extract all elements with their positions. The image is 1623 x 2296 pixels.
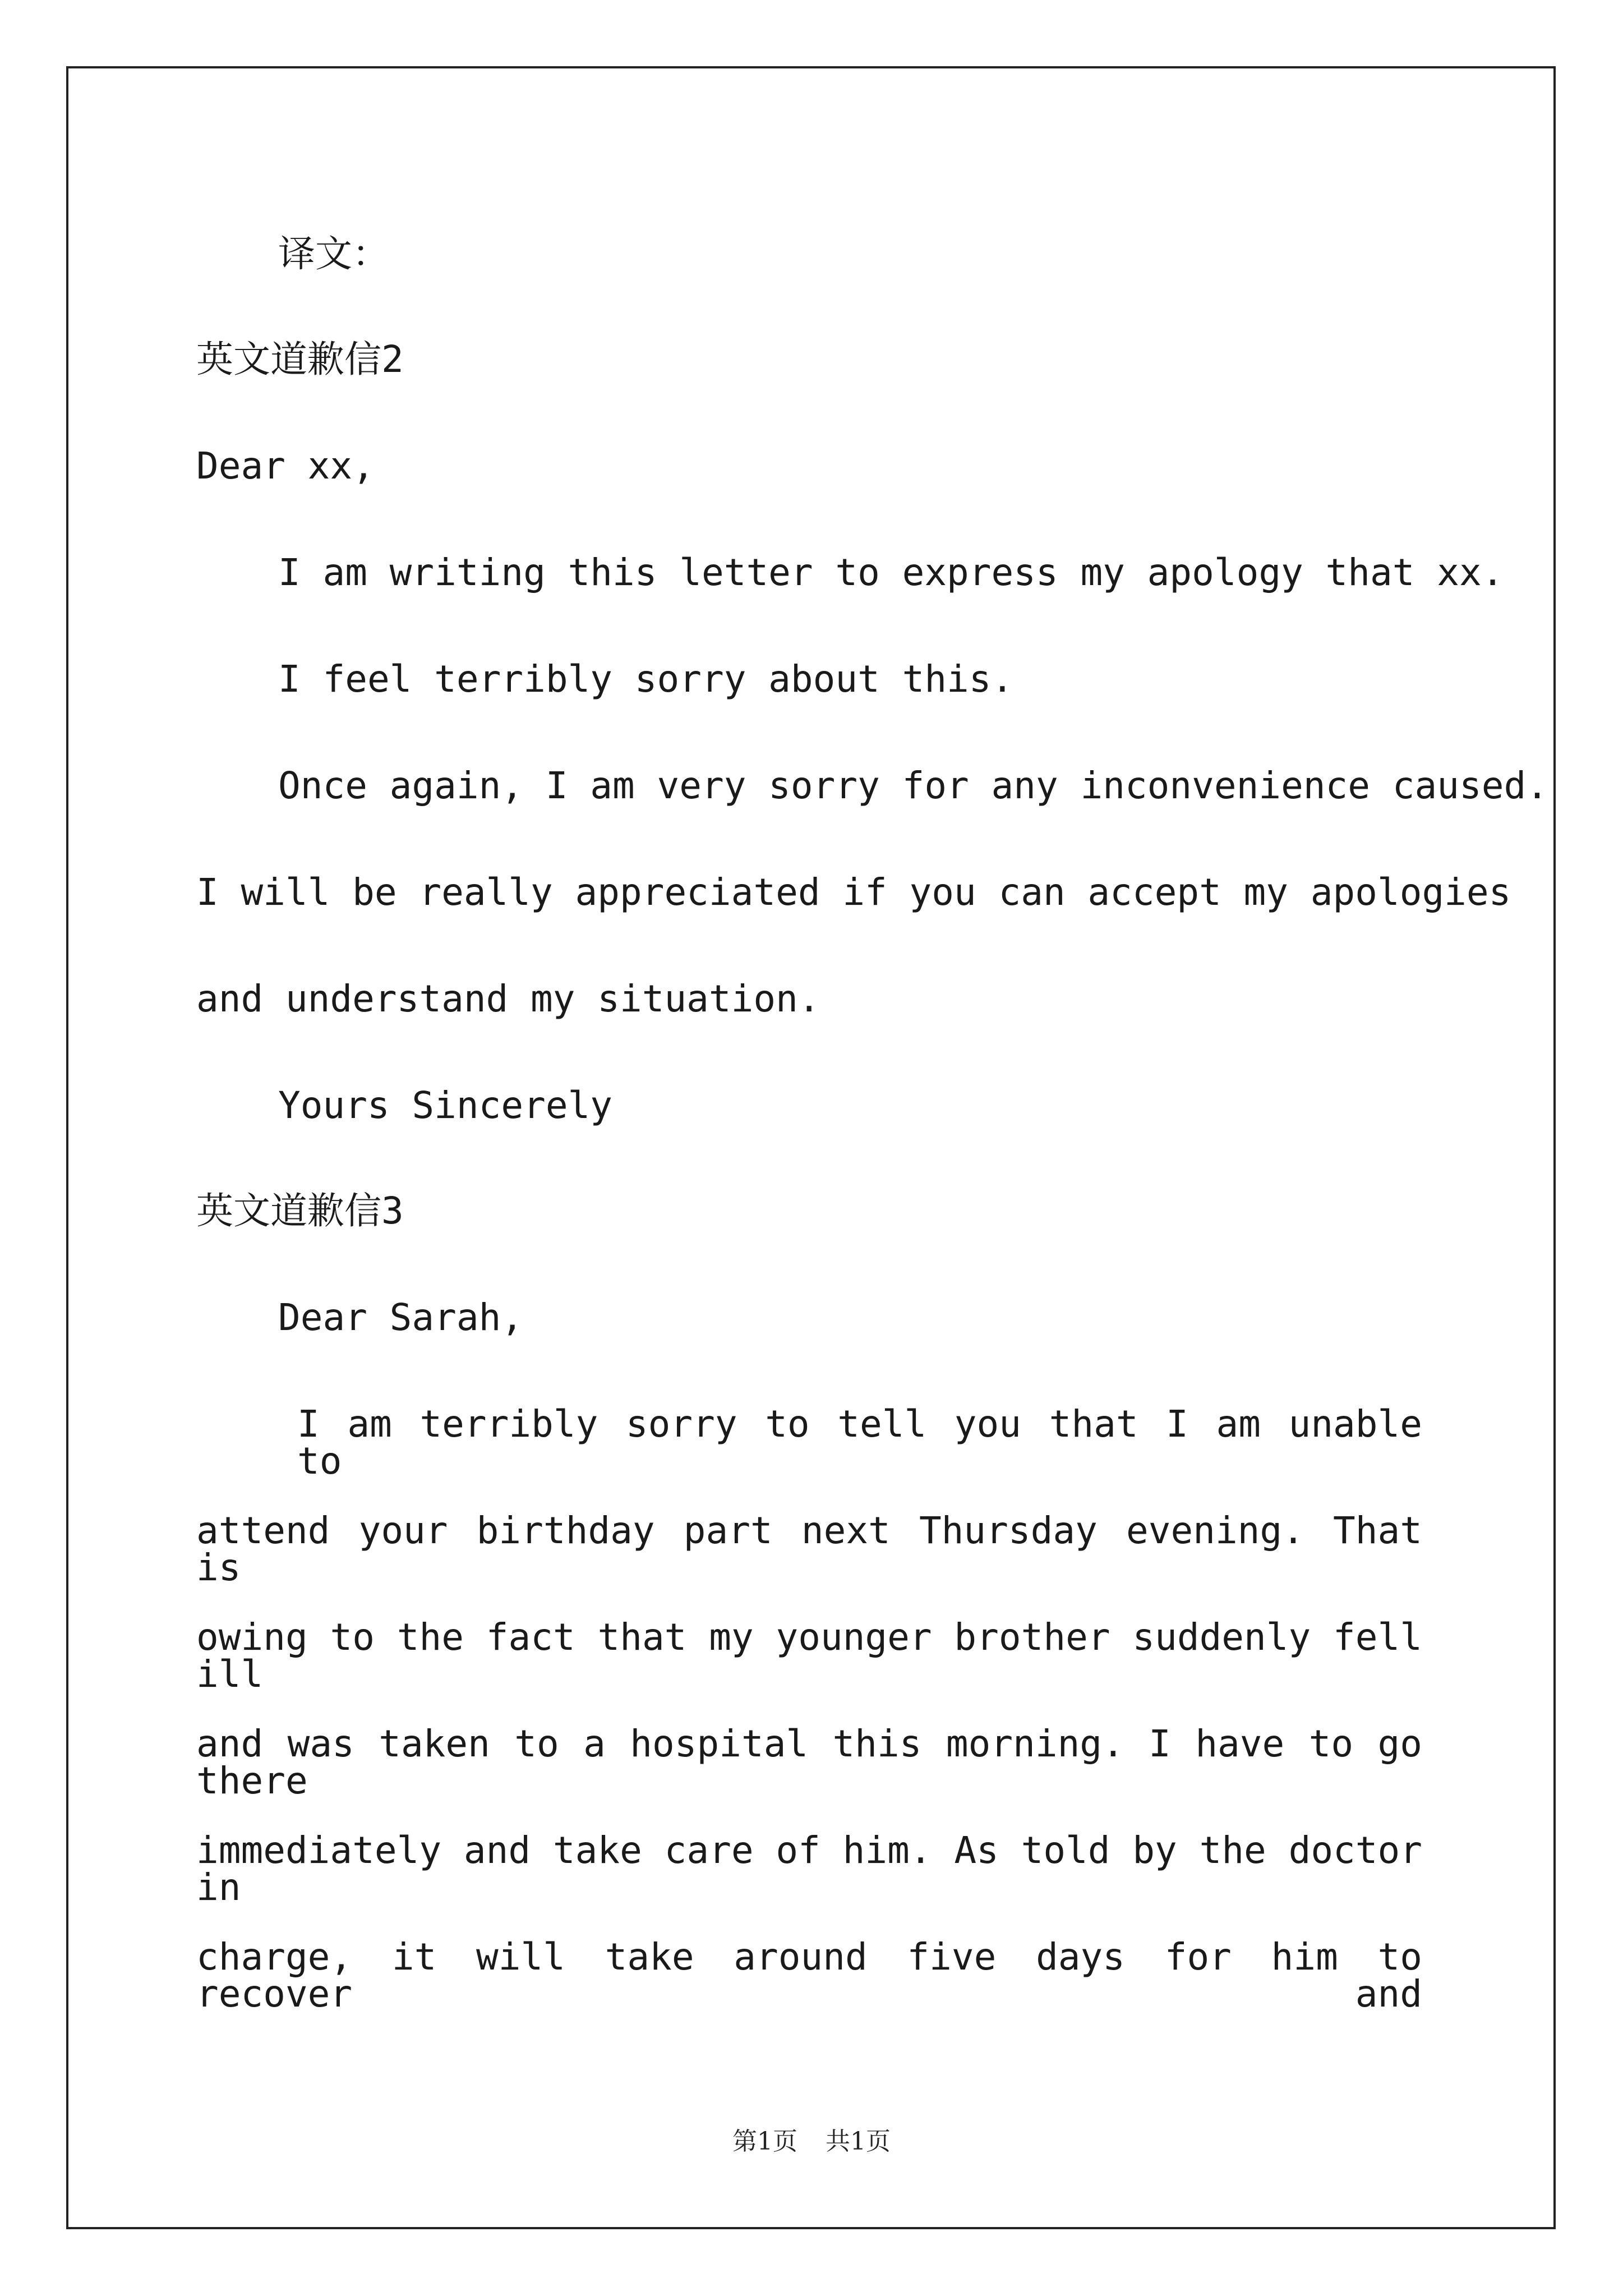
salutation: Dear xx, bbox=[196, 444, 375, 487]
translation-label: 译文： bbox=[278, 232, 389, 275]
body-line: I feel terribly sorry about this. bbox=[278, 657, 1014, 701]
page-total: 共1页 bbox=[826, 2127, 891, 2156]
body-line: I will be really appreciated if you can accept my apologies bbox=[196, 871, 1511, 914]
section-heading-letter-2: 英文道歉信2 bbox=[196, 338, 404, 381]
body-line: I am writing this letter to express my apology that xx. bbox=[278, 551, 1504, 594]
page-number: 第1页 bbox=[732, 2127, 797, 2156]
body-line: owing to the fact that my younger brother suddenly fell ill bbox=[196, 1616, 1422, 1696]
body-line: immediately and take care of him. As told by the doctor in bbox=[196, 1829, 1422, 1909]
section-heading-letter-3: 英文道歉信3 bbox=[196, 1189, 404, 1232]
body-line: Once again, I am very sorry for any inconvenience caused. bbox=[278, 764, 1548, 807]
body-line: and understand my situation. bbox=[196, 977, 820, 1020]
salutation: Dear Sarah, bbox=[278, 1296, 524, 1339]
body-line: charge, it will take around five days for him to recover and bbox=[196, 1935, 1422, 2016]
body-line: attend your birthday part next Thursday evening. That is bbox=[196, 1509, 1422, 1589]
body-line: I am terribly sorry to tell you that I am unable to bbox=[297, 1402, 1422, 1483]
closing: Yours Sincerely bbox=[278, 1084, 613, 1127]
body-line: and was taken to a hospital this morning. I have to go there bbox=[196, 1722, 1422, 1802]
page-footer bbox=[0, 2129, 1623, 2154]
